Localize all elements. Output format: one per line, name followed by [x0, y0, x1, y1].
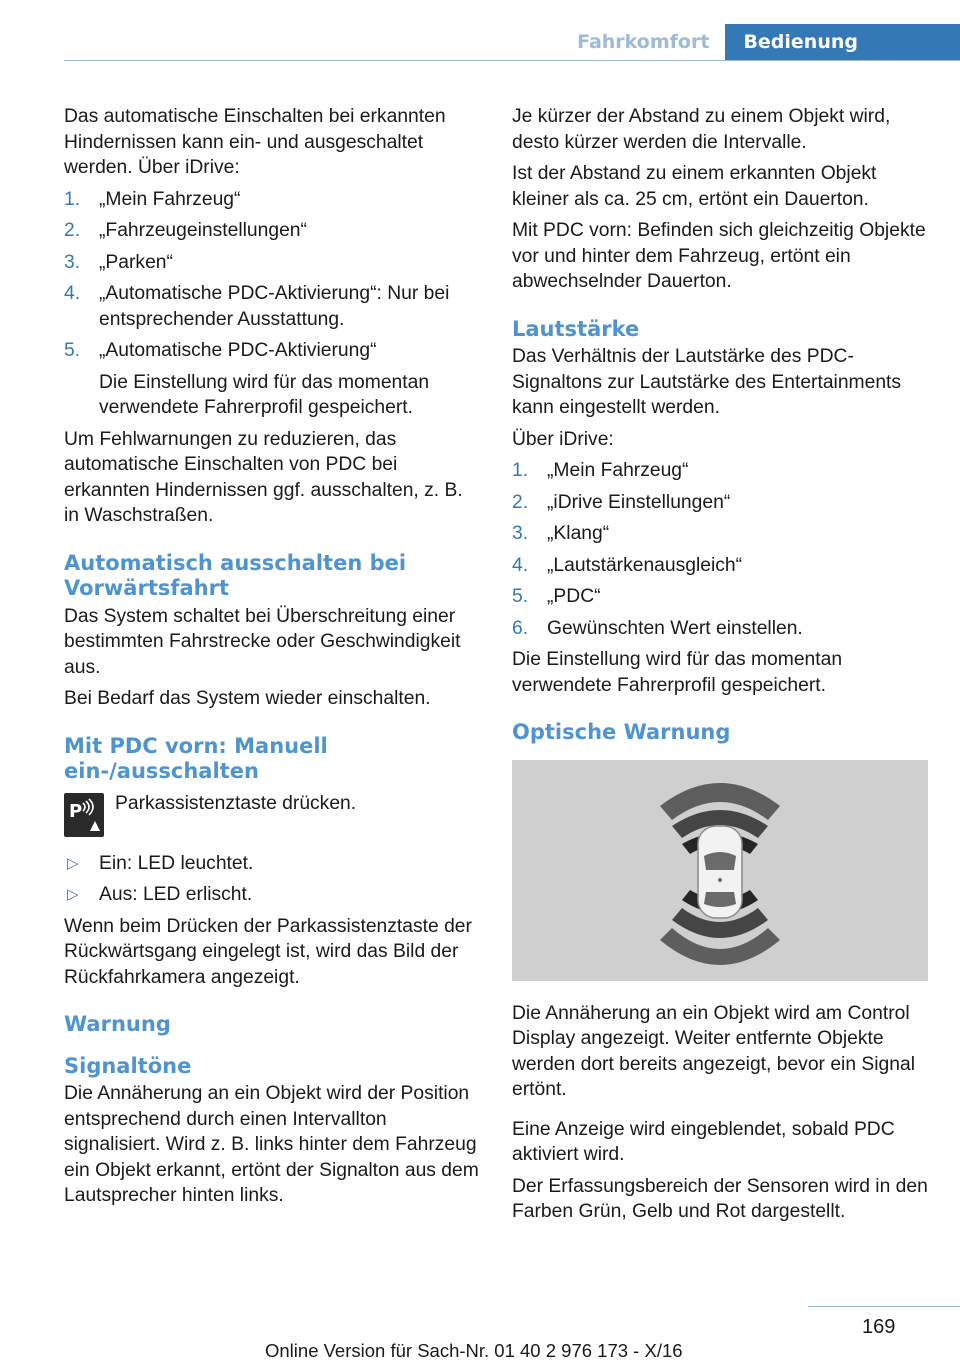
list-item: [64, 187, 482, 213]
triangle-bullet-icon: ▷: [67, 854, 79, 872]
parking-assist-button-icon: [64, 793, 104, 837]
pdc-car-graphic: [512, 760, 928, 981]
list-item: [64, 250, 482, 276]
lautstaerke-steps-list: [512, 458, 930, 641]
intro-paragraph: Das automatische Einschalten bei erkannten Hindernissen kann ein- und ausgeschaltet werden. Über iDrive:: [64, 106, 446, 178]
step-number: 6.: [512, 617, 529, 639]
list-item: [64, 851, 482, 877]
list-item: [512, 521, 930, 547]
list-item: [64, 338, 482, 421]
pdc-instruction-text: Parkassistenztaste drücken.: [115, 792, 357, 814]
list-item: [512, 490, 930, 516]
idrive-steps-list: [64, 187, 482, 421]
heading-optische-warnung: Optische Warnung: [512, 720, 731, 744]
list-item: [64, 218, 482, 244]
header-tabs: [561, 24, 960, 61]
step-number: 4.: [64, 283, 81, 304]
idrive-label: Über iDrive:: [512, 428, 614, 450]
step-text: „Lautstärkenausgleich“: [547, 554, 743, 576]
pdc-vorn-paragraph: Mit PDC vorn: Befinden sich gleichzeitig Objekte vor und hinter dem Fahrzeug, ertönt ein abwechselnder Dauerton.: [512, 220, 926, 292]
auto-paragraph-1: Das System schaltet bei Überschreitung einer bestimmten Fahrstrecke oder Geschwindigkeit aus.: [64, 605, 461, 678]
step-text: „Mein Fahrzeug“: [547, 460, 689, 481]
step-number: 2.: [64, 220, 81, 241]
pdc-instruction: [64, 793, 482, 837]
step-text: „Parken“: [99, 251, 173, 273]
tab-fahrkomfort[interactable]: Fahrkomfort: [577, 31, 710, 53]
step-note: Die Einstellung wird für das momentan verwendete Fahrerprofil gespeichert.: [99, 371, 430, 418]
footer-version-text: Online Version für Sach-Nr. 01 40 2 976 173 - X/16: [265, 1340, 683, 1361]
step-text: „Fahrzeugeinstellungen“: [99, 220, 307, 241]
interval-paragraph: Je kürzer der Abstand zu einem Objekt wird, desto kürzer werden die Intervalle.: [512, 106, 891, 153]
step-text: „Automatische PDC-Aktivierung“: [99, 340, 377, 361]
bullet-text: Aus: LED erlischt.: [99, 884, 253, 905]
auto-paragraph-2: Bei Bedarf das System wieder einschalten.: [64, 688, 431, 709]
step-text: „Mein Fahrzeug“: [99, 188, 241, 210]
right-column: [512, 104, 930, 1231]
step-number: 5.: [512, 586, 529, 607]
step-text: „Klang“: [547, 523, 610, 544]
step-text: „Automatische PDC-Aktivierung“: Nur bei entsprechender Ausstattung.: [99, 283, 450, 330]
heading-automatisch-ausschalten: Automatisch ausschalten bei Vorwärtsfahrt: [64, 550, 407, 600]
signaltoene-paragraph: Die Annäherung an ein Objekt wird der Position entsprechend durch einen Intervallton signalisiert. Wird z. B. links hinter dem Fahrzeug ein Objekt erkannt, ertönt der Signalton aus dem Lautsprecher hinten links.: [64, 1083, 479, 1206]
step-number: 1.: [64, 188, 81, 210]
optische-paragraph-2: Eine Anzeige wird eingeblendet, sobald PDC aktiviert wird.: [512, 1118, 895, 1165]
step-text: Gewünschten Wert einstellen.: [547, 617, 803, 639]
rueckwaertsgang-paragraph: Wenn beim Drücken der Parkassistenztaste der Rückwärtsgang eingelegt ist, wird das Bild der Rückfahrkamera angezeigt.: [64, 915, 472, 988]
step-number: 5.: [64, 340, 81, 361]
heading-manuell: Mit PDC vorn: Manuell ein-/ausschalten: [64, 733, 328, 783]
step-number: 3.: [512, 523, 529, 544]
pdc-display-illustration: [512, 760, 928, 981]
lautstaerke-paragraph: Das Verhältnis der Lautstärke des PDC-Signaltons zur Lautstärke des Entertainments kann eingestellt werden.: [512, 346, 902, 418]
dauerton-paragraph: Ist der Abstand zu einem erkannten Objekt kleiner als ca. 25 cm, ertönt ein Dauerton.: [512, 163, 877, 210]
profil-paragraph: Die Einstellung wird für das momentan verwendete Fahrerprofil gespeichert.: [512, 649, 843, 696]
step-number: 4.: [512, 554, 529, 576]
list-item: [512, 584, 930, 610]
list-item: [512, 553, 930, 579]
step-number: 1.: [512, 460, 529, 481]
bullet-text: Ein: LED leuchtet.: [99, 852, 254, 874]
left-column: [64, 104, 482, 1215]
step-text: „iDrive Einstellungen“: [547, 491, 731, 513]
list-item: [512, 616, 930, 642]
svg-text:P: P: [69, 800, 83, 822]
page-number: 169: [862, 1316, 896, 1338]
heading-warnung: Warnung: [64, 1012, 171, 1036]
optische-paragraph-1: Die Annäherung an ein Objekt wird am Control Display angezeigt. Weiter entfernte Objekte werden dort bereits angezeigt, bevor ein Signal ertönt.: [512, 1002, 916, 1100]
header-divider: [64, 60, 960, 61]
step-text: „PDC“: [547, 586, 601, 607]
list-item: [64, 882, 482, 908]
optische-paragraph-3: Der Erfassungsbereich der Sensoren wird in den Farben Grün, Gelb und Rot dargestellt.: [512, 1175, 928, 1222]
heading-lautstaerke: Lautstärke: [512, 316, 640, 341]
footer-divider: [808, 1306, 960, 1307]
heading-signaltoene: Signaltöne: [64, 1053, 192, 1078]
fehlwarnungen-paragraph: Um Fehlwarnungen zu reduzieren, das automatische Einschalten von PDC bei erkannten Hindernissen ggf. ausschalten, z. B. in Waschstraßen.: [64, 428, 463, 526]
tab-bedienung[interactable]: Bedienung: [725, 24, 960, 61]
step-number: 3.: [64, 251, 81, 273]
led-status-list: [64, 851, 482, 908]
list-item: [64, 281, 482, 332]
list-item: [512, 458, 930, 484]
triangle-bullet-icon: ▷: [67, 886, 79, 903]
step-number: 2.: [512, 491, 529, 513]
